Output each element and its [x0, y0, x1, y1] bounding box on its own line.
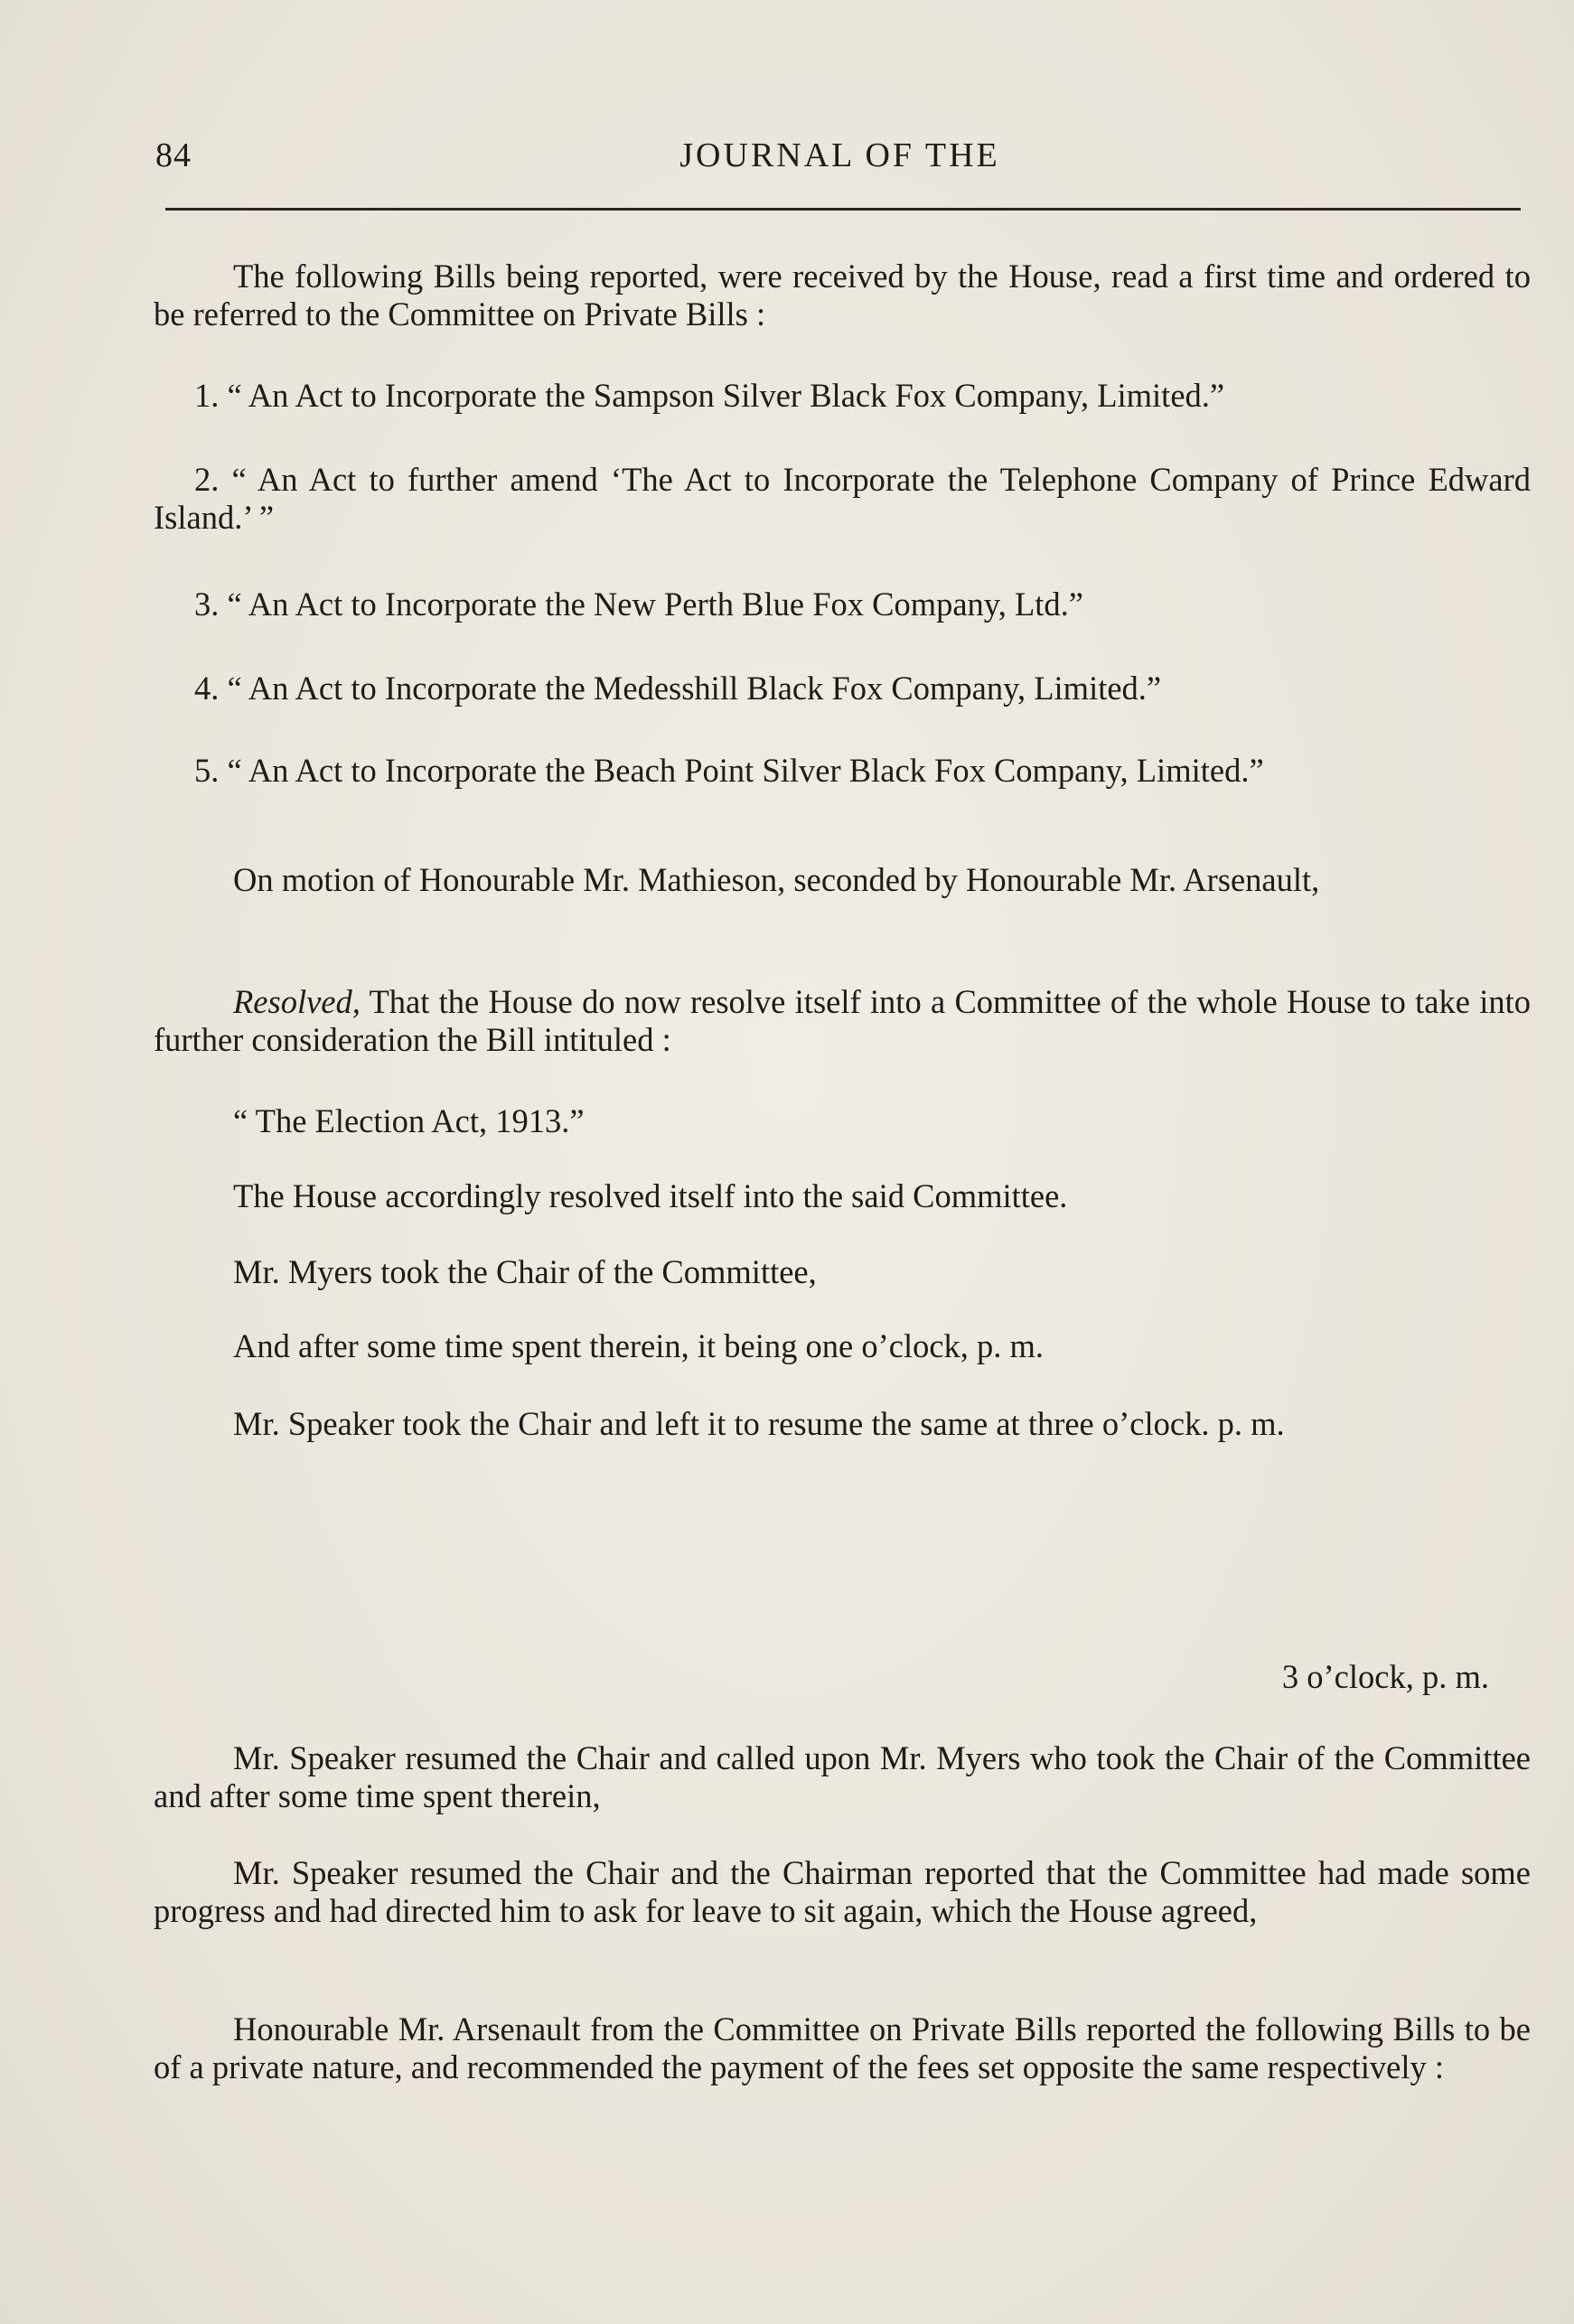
bill-item-1	[154, 377, 1531, 415]
bill-number: 3.	[194, 586, 220, 623]
resumed-paragraph-1: Mr. Speaker resumed the Chair and called upon Mr. Myers who took the Chair of the Committee and after some time spent therein,	[154, 1739, 1531, 1814]
time-heading: 3 o’clock, p. m.	[1281, 1658, 1489, 1695]
page-number: 84	[155, 136, 192, 174]
resolved-text: That the House do now resolve itself into a Committee of the whole House to take into further consideration the Bill intituled :	[154, 983, 1532, 1058]
bill-text: “ An Act to Incorporate the Beach Point Silver Black Fox Company, Limited.”	[227, 752, 1264, 789]
intro-paragraph: The following Bills being reported, were received by the House, read a first time and ordered to be referred to the Committee on Private Bills :	[154, 258, 1531, 333]
bill-text: “ An Act to Incorporate the New Perth Blue Fox Company, Ltd.”	[227, 586, 1083, 623]
resumed-paragraph-2: Mr. Speaker resumed the Chair and the Chairman reported that the Committee had made some progress and had directed him to ask for leave to sit again, which the House agreed,	[154, 1854, 1531, 1929]
speaker-paragraph: Mr. Speaker took the Chair and left it to resume the same at three o’clock. p. m.	[233, 1405, 1285, 1442]
bill-number: 1.	[194, 377, 220, 414]
bill-number: 2.	[194, 461, 220, 498]
bill-number: 5.	[194, 752, 220, 789]
bill-item-5	[154, 752, 1531, 790]
time-paragraph: And after some time spent therein, it being one o’clock, p. m.	[233, 1327, 1045, 1364]
chair-paragraph: Mr. Myers took the Chair of the Committee,	[233, 1253, 817, 1290]
page-header	[155, 136, 1524, 190]
bill-number: 4.	[194, 670, 220, 707]
committee-paragraph: The House accordingly resolved itself into the said Committee.	[233, 1177, 1068, 1214]
running-head: JOURNAL OF THE	[679, 136, 1000, 174]
resolved-label: Resolved,	[233, 983, 361, 1020]
bill-text: “ An Act to Incorporate the Medesshill Black Fox Company, Limited.”	[227, 670, 1162, 707]
motion-paragraph: On motion of Honourable Mr. Mathieson, seconded by Honourable Mr. Arsenault,	[233, 861, 1320, 898]
bill-item-2	[154, 461, 1531, 537]
bill-text: “ An Act to further amend ‘The Act to Incorporate the Telephone Company of Prince Edward Island.’ ”	[154, 461, 1531, 536]
resolved-paragraph	[154, 983, 1531, 1059]
header-rule	[165, 208, 1521, 211]
bill-item-4	[154, 670, 1531, 708]
bill-item-3	[154, 586, 1531, 623]
bill-title: “ The Election Act, 1913.”	[233, 1102, 585, 1139]
bill-text: “ An Act to Incorporate the Sampson Silver Black Fox Company, Limited.”	[227, 377, 1225, 414]
report-paragraph: Honourable Mr. Arsenault from the Committee on Private Bills reported the following Bills to be of a private nature, and recommended the payment of the fees set opposite the same respectively :	[154, 2010, 1531, 2085]
